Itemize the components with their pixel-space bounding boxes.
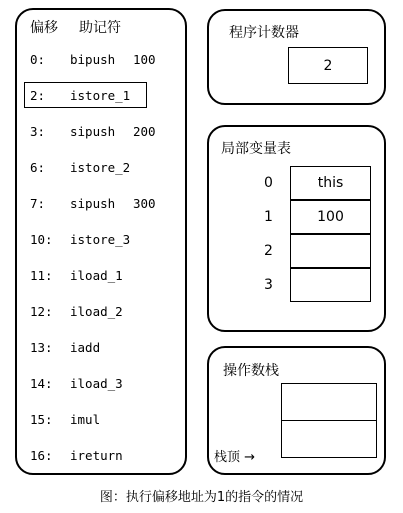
bytecode-offset: 13:: [30, 340, 53, 355]
bytecode-instruction: istore_1: [70, 88, 131, 103]
bytecode-operand: 100: [133, 52, 156, 67]
offset-header: 偏移: [30, 20, 58, 36]
local-slot-value: [290, 234, 371, 268]
local-slot-index: 0: [264, 175, 273, 191]
bytecode-offset: 15:: [30, 412, 53, 427]
operand-stack-title: 操作数栈: [223, 363, 279, 379]
stack-cell: [281, 420, 377, 458]
bytecode-offset: 10:: [30, 232, 53, 247]
bytecode-instruction: imul: [70, 412, 101, 427]
local-slot-value: this: [290, 166, 371, 200]
local-variable-title: 局部变量表: [221, 141, 291, 157]
bytecode-offset: 0:: [30, 52, 46, 67]
local-slot-value: 100: [290, 200, 371, 234]
bytecode-instruction: iload_1: [70, 268, 123, 283]
bytecode-offset: 16:: [30, 448, 53, 463]
stack-top-text: 栈顶: [214, 450, 241, 465]
local-slot-index: 3: [264, 277, 273, 293]
bytecode-instruction: iload_2: [70, 304, 123, 319]
bytecode-instruction: iload_3: [70, 376, 123, 391]
bytecode-instruction: sipush: [70, 196, 116, 211]
bytecode-offset: 12:: [30, 304, 53, 319]
local-slot-index: 1: [264, 209, 273, 225]
bytecode-offset: 14:: [30, 376, 53, 391]
bytecode-operand: 200: [133, 124, 156, 139]
program-counter-value: 2: [288, 47, 368, 84]
arrow-right-icon: →: [244, 450, 256, 465]
bytecode-instruction: ireturn: [70, 448, 123, 463]
bytecode-offset: 3:: [30, 124, 46, 139]
program-counter-title: 程序计数器: [229, 25, 299, 41]
bytecode-instruction: sipush: [70, 124, 116, 139]
bytecode-instruction: istore_3: [70, 232, 131, 247]
bytecode-operand: 300: [133, 196, 156, 211]
local-slot-value: [290, 268, 371, 302]
bytecode-offset: 2:: [30, 88, 46, 103]
mnemonic-header: 助记符: [79, 20, 121, 36]
bytecode-instruction: bipush: [70, 52, 116, 67]
stack-top-label: [214, 446, 255, 465]
bytecode-offset: 6:: [30, 160, 46, 175]
local-slot-index: 2: [264, 243, 273, 259]
figure-caption: 图：执行偏移地址为1的指令的情况: [99, 490, 304, 505]
bytecode-instruction: iadd: [70, 340, 101, 355]
bytecode-instruction: istore_2: [70, 160, 131, 175]
stack-cell: [281, 383, 377, 421]
bytecode-offset: 11:: [30, 268, 53, 283]
bytecode-offset: 7:: [30, 196, 46, 211]
